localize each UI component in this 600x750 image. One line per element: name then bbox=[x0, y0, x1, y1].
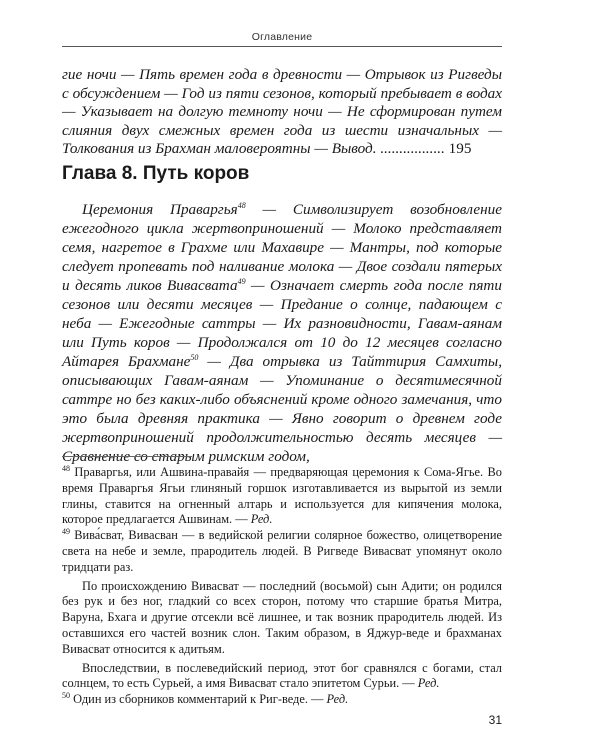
footnote-number: 50 bbox=[62, 691, 70, 701]
summary-part-3: — Означает смерть года после пяти сезонов или десяти месяцев — Предание о солнце, падающем с неба — Ежегодные саттры — Их разновидности, Гавам-аянам или Путь коров — Продолжался от 10 до 12 месяцев согласно Айтарея Брахмане bbox=[62, 277, 502, 370]
footnote-50 bbox=[62, 692, 502, 708]
footnotes bbox=[62, 465, 502, 708]
page-number: 31 bbox=[488, 713, 502, 727]
summary-part-2: — Символизирует возобновление ежегодного цикла жертвоприношений — Молоко представляет семя, нагретое в Грахме или Махавире — Мантры, под которые следует пропевать под наливание молока — Двое создали пятерых и десять ликов Вивасвата bbox=[62, 201, 503, 294]
editor-mark: Ред. bbox=[326, 692, 349, 707]
footnote-text: Вива́сват, Вивасван — в ведийской религии солярное божество, олицетворение света на небе и земле, прародитель людей. В Ригведе Вивасват упомянут около тридцати раз. bbox=[62, 528, 502, 574]
footnote-rule bbox=[62, 456, 192, 457]
footnote-49-para-3 bbox=[62, 661, 502, 693]
chapter-summary bbox=[62, 200, 502, 466]
editor-mark: Ред. bbox=[417, 676, 440, 691]
footnote-ref-48[interactable]: 48 bbox=[237, 200, 246, 210]
editor-mark: Ред. bbox=[250, 512, 273, 527]
footnote-49 bbox=[62, 528, 502, 575]
toc-page-number: 195 bbox=[448, 140, 472, 158]
chapter-title: Глава 8. Путь коров bbox=[62, 163, 250, 184]
footnote-text: Один из сборников комментарий к Риг-веде. — bbox=[70, 692, 327, 707]
footnote-49-para-2: По происхождению Вивасват — последний (восьмой) сын Адити; он родился без рук и без ног, гладкий со всех сторон, потому что старшие братья Митра, Варуна, Бхага и другие отсекли всё лишнее, и так возник прародитель людей. Из оставшихся его частей возник слон. Таким образом, в Яджур-веде и брахманах Вивасват относится к адитьям. bbox=[62, 578, 502, 656]
running-header: Оглавление bbox=[251, 31, 313, 43]
toc-continuation bbox=[62, 66, 502, 159]
footnote-48 bbox=[62, 465, 502, 528]
footnote-ref-50[interactable]: 50 bbox=[190, 352, 199, 362]
summary-part-4: — Два отрывка из Тайттирия Самхиты, описывающих Гавам-аянам — Упоминание о десятимесячной саттре но без каких-либо объяснений кроме одного замечания, что это была древняя практика — Явно говорит о древнем годе жертвоприношений продолжительностью десять месяцев — Сравнение со старым римским годом, bbox=[62, 353, 503, 465]
toc-continuation-text: гие ночи — Пять времен года в древности — Отрывок из Ригведы с обсуждением — Год из пяти сезонов, который пребывает в водах — Указывает на долгую темноту ночи — Не сформирован путем слияния двух смежных времен года из шести изначальных — Толкования из Брахман маловероятны — Вывод. ................. bbox=[62, 66, 502, 158]
footnote-ref-49[interactable]: 49 bbox=[237, 276, 246, 286]
footnote-text: Праваргья, или Ашвина-правайя — предваряющая церемония к Сома-Ягье. Во время Праваргья Ягьи глиняный горшок изготавливается из вырытой из земли глины, ставится на огненный алтарь и используется для кипячения молока, которое предлагается Ашвинам. — bbox=[62, 465, 502, 527]
footnote-text: Впоследствии, в послеведийский период, этот бог сравнялся с богами, стал солнцем, то есть Сурьей, а имя Вивасват стало эпитетом Сурьи. — bbox=[62, 660, 502, 691]
footnote-number: 48 bbox=[62, 463, 70, 473]
summary-part-1: Церемония Праваргья bbox=[82, 201, 238, 218]
footnote-number: 49 bbox=[62, 527, 70, 537]
header-rule bbox=[62, 46, 502, 47]
